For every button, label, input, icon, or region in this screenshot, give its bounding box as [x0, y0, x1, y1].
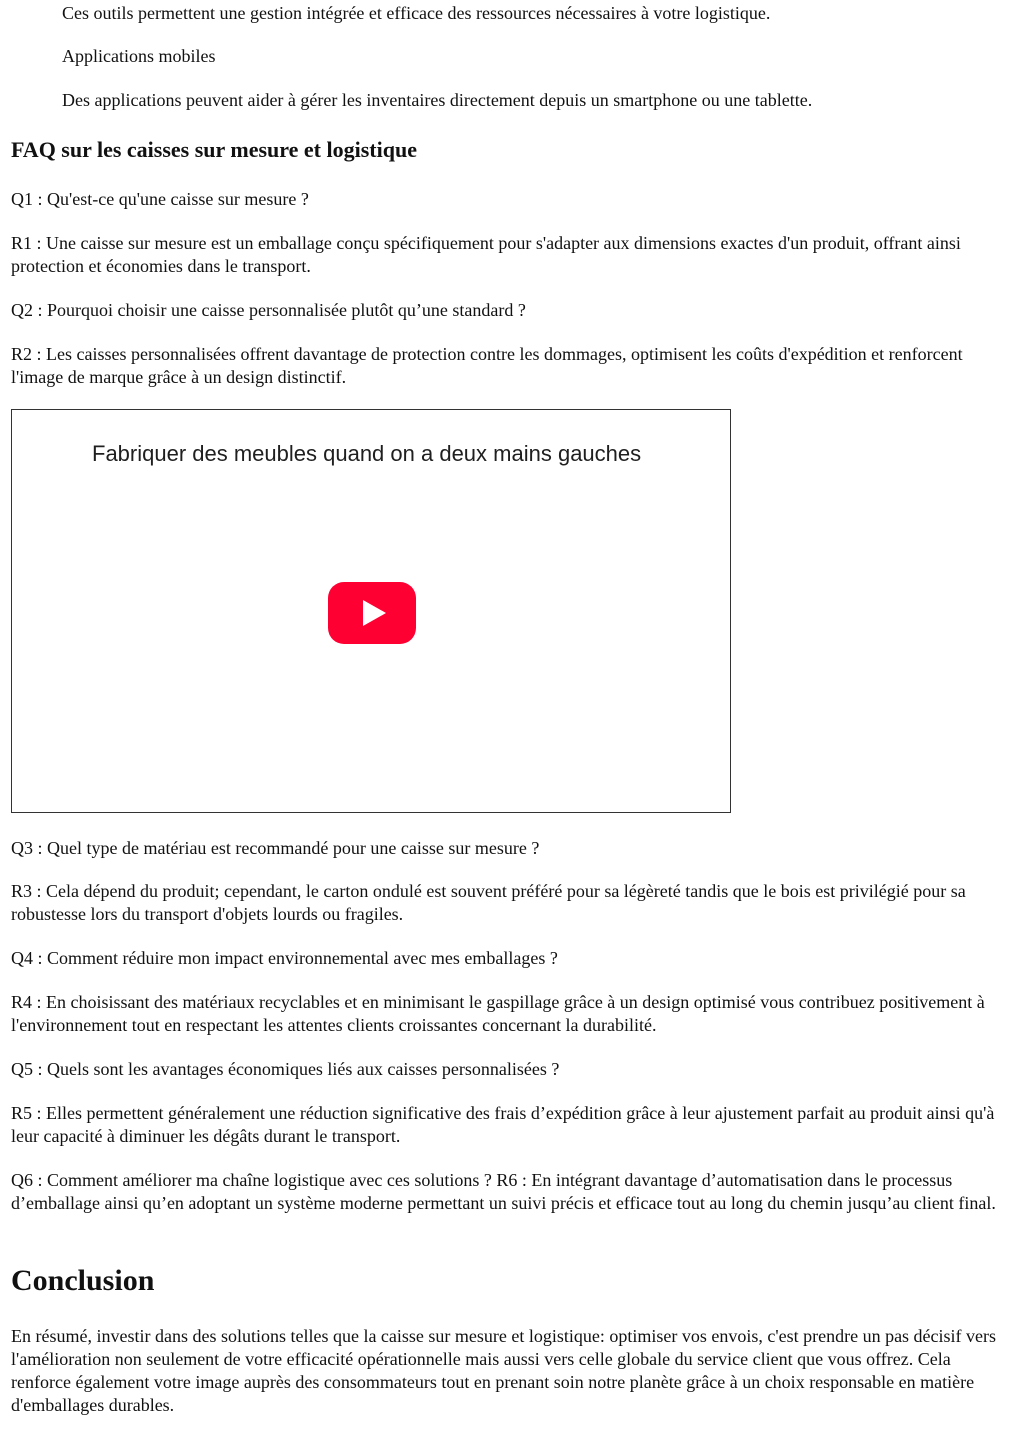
- faq-question-2: Q2 : Pourquoi choisir une caisse personnalisée plutôt qu’une standard ?: [11, 300, 526, 320]
- conclusion-paragraph: En résumé, investir dans des solutions telles que la caisse sur mesure et logistique: optimiser vos envois, c'est prendre un pas décisif vers l'amélioration non seulement de votre efficacité opérationnelle mais aussi vers celle globale du service client que vous offrez. Cela renforce également votre image auprès des consommateurs tout en prenant soin notre planète grâce à un choix responsable en matière d'emballages durables.: [11, 1326, 997, 1415]
- faq-question-1: Q1 : Qu'est-ce qu'une caisse sur mesure ?: [11, 189, 309, 209]
- faq-question-answer-6: Q6 : Comment améliorer ma chaîne logistique avec ces solutions ? R6 : En intégrant davantage d’automatisation dans le processus d’emballage ainsi qu’en adoptant un système moderne permettant un suivi précis et efficace tout au long du chemin jusqu’au client final.: [11, 1170, 996, 1213]
- faq-answer-3: R3 : Cela dépend du produit; cependant, le carton ondulé est souvent préféré pour sa légèreté tandis que le bois est privilégié pour sa robustesse lors du transport d'objets lourds ou fragiles.: [11, 881, 966, 924]
- video-embed[interactable]: [11, 409, 731, 813]
- faq-heading: FAQ sur les caisses sur mesure et logistique: [11, 137, 417, 162]
- youtube-play-icon[interactable]: [328, 582, 416, 644]
- mobile-apps-subheading: Applications mobiles: [62, 46, 216, 66]
- tools-paragraph: Ces outils permettent une gestion intégrée et efficace des ressources nécessaires à votre logistique.: [62, 3, 771, 23]
- faq-question-3: Q3 : Quel type de matériau est recommandé pour une caisse sur mesure ?: [11, 838, 540, 858]
- faq-question-5: Q5 : Quels sont les avantages économiques liés aux caisses personnalisées ?: [11, 1059, 560, 1079]
- faq-answer-5: R5 : Elles permettent généralement une réduction significative des frais d’expédition grâce à leur ajustement parfait au produit ainsi qu'à leur capacité à diminuer les dégâts durant le transport.: [11, 1103, 995, 1146]
- conclusion-heading: Conclusion: [11, 1264, 155, 1297]
- faq-answer-1: R1 : Une caisse sur mesure est un emballage conçu spécifiquement pour s'adapter aux dimensions exactes d'un produit, offrant ainsi protection et économies dans le transport.: [11, 233, 961, 276]
- faq-answer-4: R4 : En choisissant des matériaux recyclables et en minimisant le gaspillage grâce à un design optimisé vous contribuez positivement à l'environnement tout en respectant les attentes clients croissantes concernant la durabilité.: [11, 992, 985, 1035]
- faq-answer-2: R2 : Les caisses personnalisées offrent davantage de protection contre les dommages, optimisent les coûts d'expédition et renforcent l'image de marque grâce à un design distinctif.: [11, 344, 963, 387]
- faq-question-4: Q4 : Comment réduire mon impact environnemental avec mes emballages ?: [11, 948, 558, 968]
- mobile-apps-paragraph: Des applications peuvent aider à gérer les inventaires directement depuis un smartphone ou une tablette.: [62, 90, 813, 110]
- video-title[interactable]: Fabriquer des meubles quand on a deux mains gauches: [92, 441, 642, 466]
